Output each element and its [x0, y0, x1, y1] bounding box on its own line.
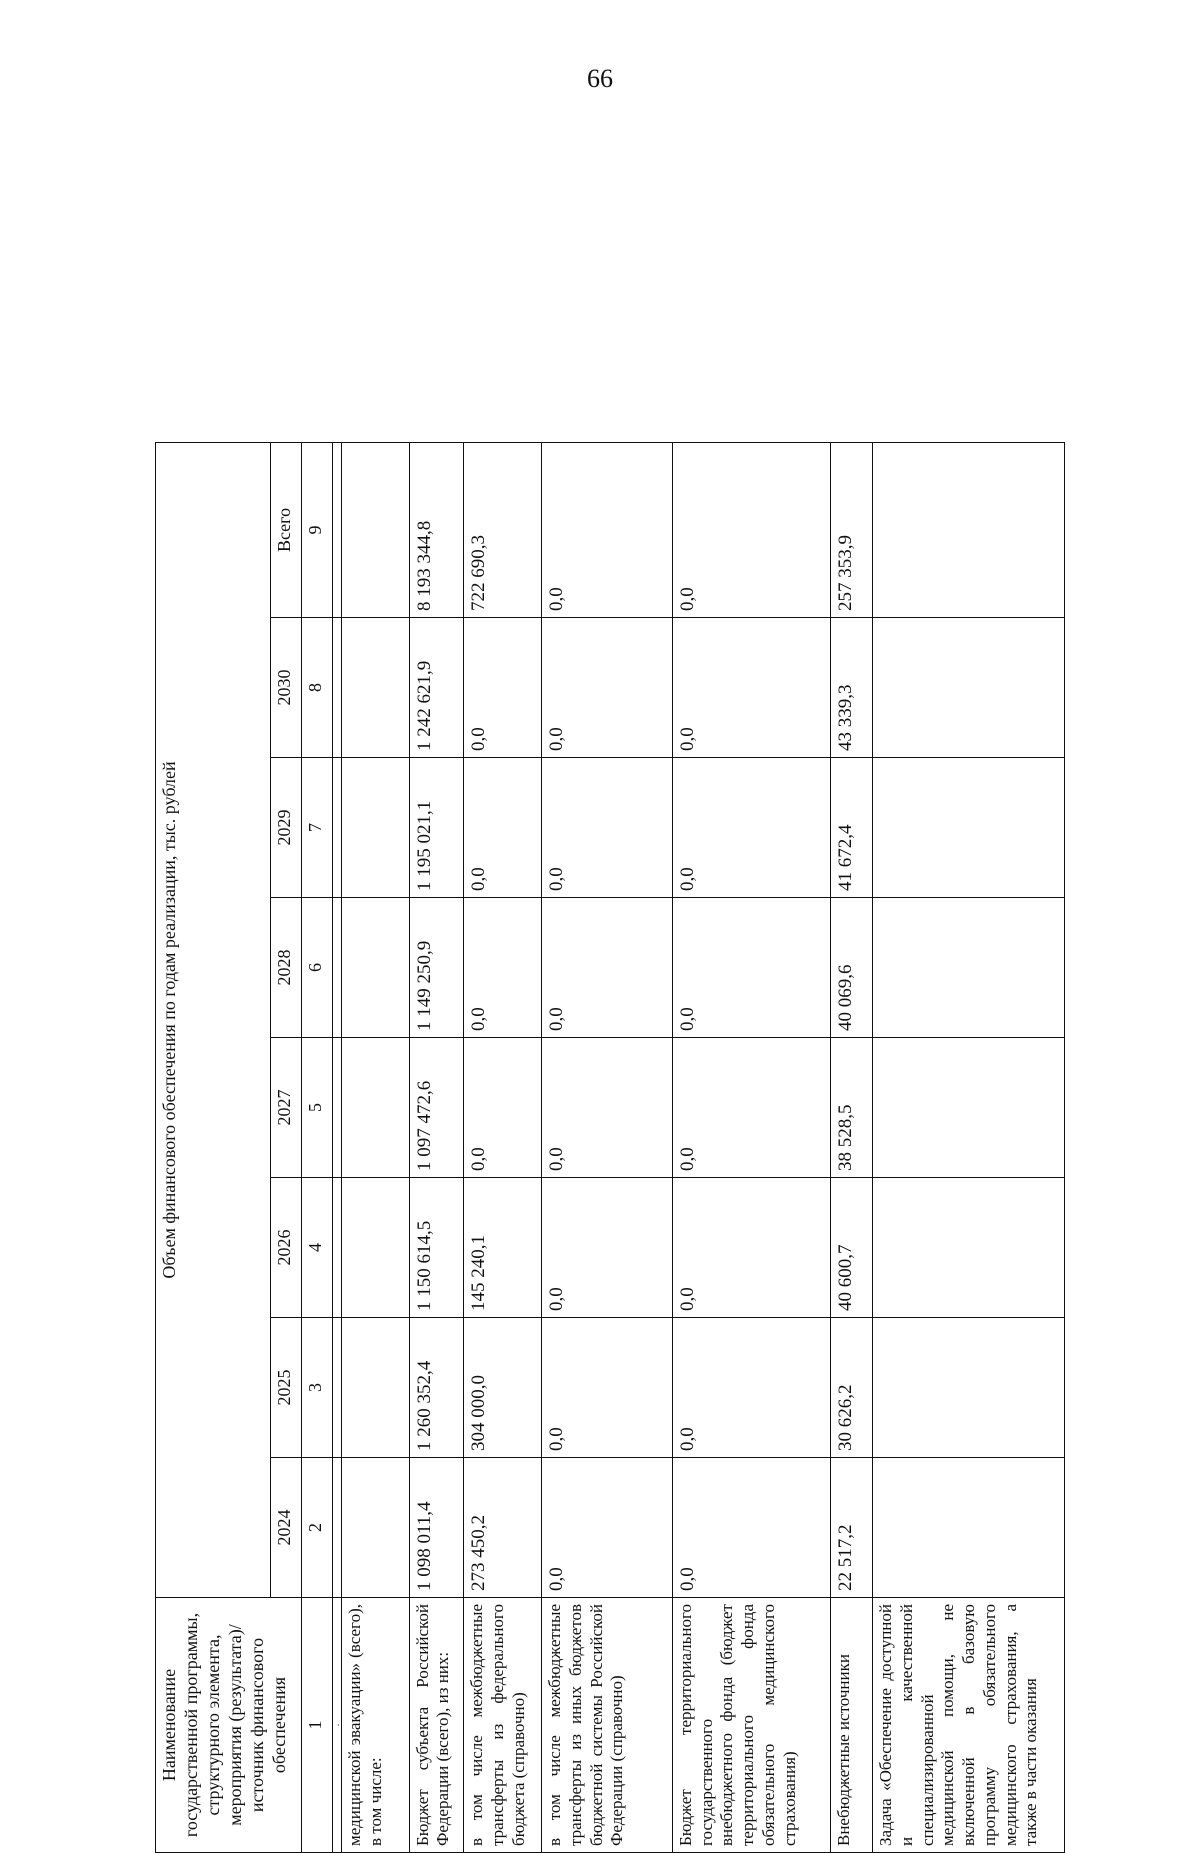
row-label: Задача «Обеспечение доступной и качественной специализированной медицинской помощи, не включенной в базовую программу обязательного медицинского страхования, а также в части оказания: [873, 1598, 1065, 1853]
header-year: 2026: [271, 1178, 302, 1318]
value-cell: 0,0: [464, 758, 542, 898]
value-cell: 0,0: [542, 442, 673, 617]
value-cell: 0,0: [464, 618, 542, 758]
value-cell: 0,0: [672, 442, 830, 617]
value-cell: 22 517,2: [830, 1458, 872, 1598]
value-cell: 0,0: [672, 758, 830, 898]
value-cell: 0,0: [672, 1318, 830, 1458]
value-cell: 0,0: [542, 898, 673, 1038]
value-cell: 0,0: [672, 898, 830, 1038]
value-cell: 40 069,6: [830, 898, 872, 1038]
value-cell: 0,0: [542, 1318, 673, 1458]
value-cell: [342, 758, 409, 898]
value-cell: 8 193 344,8: [409, 442, 464, 617]
column-number: 8: [302, 618, 333, 758]
value-cell: 0,0: [672, 1458, 830, 1598]
header-year: 2025: [271, 1318, 302, 1458]
value-cell: [342, 1458, 409, 1598]
header-year: 2027: [271, 1038, 302, 1178]
row-label: в том числе межбюджетные трансферты из иных бюджетов бюджетной системы Российской Федерации (справочно): [542, 1598, 673, 1853]
column-number: 9: [302, 442, 333, 617]
value-cell: 145 240,1: [464, 1178, 542, 1318]
value-cell: [342, 442, 409, 617]
value-cell: 38 528,5: [830, 1038, 872, 1178]
value-cell: [342, 618, 409, 758]
value-cell: 1 097 472,6: [409, 1038, 464, 1178]
column-number: 5: [302, 1038, 333, 1178]
value-cell: 0,0: [542, 758, 673, 898]
value-cell: 1 098 011,4: [409, 1458, 464, 1598]
value-cell: 0,0: [672, 1038, 830, 1178]
value-cell: [873, 442, 1065, 617]
table-row: [672, 442, 830, 1852]
value-cell: 41 672,4: [830, 758, 872, 898]
value-cell: [873, 758, 1065, 898]
value-cell: [873, 1318, 1065, 1458]
header-year: 2028: [271, 898, 302, 1038]
row-label: Бюджет территориального государственного внебюджетного фонда (бюджет территориального фонда обязательного медицинского страхования): [672, 1598, 830, 1853]
dot-mark: .: [332, 1598, 341, 1853]
table-row: [830, 442, 872, 1852]
value-cell: 40 600,7: [830, 1178, 872, 1318]
header-year: 2029: [271, 758, 302, 898]
header-year: 2024: [271, 1458, 302, 1598]
value-cell: 43 339,3: [830, 618, 872, 758]
value-cell: 0,0: [542, 1458, 673, 1598]
value-cell: 0,0: [542, 1178, 673, 1318]
row-label: в том числе межбюджетные трансферты из федерального бюджета (справочно): [464, 1598, 542, 1853]
value-cell: 1 260 352,4: [409, 1318, 464, 1458]
column-number: 2: [302, 1458, 333, 1598]
spacer-row: [332, 442, 341, 1852]
value-cell: [342, 1178, 409, 1318]
value-cell: 304 000,0: [464, 1318, 542, 1458]
value-cell: [342, 898, 409, 1038]
value-cell: [342, 1038, 409, 1178]
table-row: [342, 442, 409, 1852]
column-number: 4: [302, 1178, 333, 1318]
value-cell: [873, 618, 1065, 758]
value-cell: 30 626,2: [830, 1318, 872, 1458]
header-row-numbers: [302, 442, 333, 1852]
header-name-column: Наименование государственной программы, структурного элемента, мероприятия (результата)/источник финансового обеспечения: [156, 1598, 302, 1853]
value-cell: 0,0: [542, 1038, 673, 1178]
column-number: 7: [302, 758, 333, 898]
header-volume-column: Объем финансового обеспечения по годам реализации, тыс. рублей: [156, 442, 271, 1597]
value-cell: 1 195 021,1: [409, 758, 464, 898]
value-cell: 0,0: [464, 1038, 542, 1178]
column-number: 1: [302, 1598, 333, 1853]
table-row: [409, 442, 464, 1852]
value-cell: 1 149 250,9: [409, 898, 464, 1038]
row-label: Бюджет субъекта Российской Федерации (всего), из них:: [409, 1598, 464, 1853]
column-number: 3: [302, 1318, 333, 1458]
value-cell: 0,0: [542, 618, 673, 758]
financing-table: [155, 442, 1065, 1853]
row-label: Внебюджетные источники: [830, 1598, 872, 1853]
header-row-main: [156, 442, 271, 1852]
table-row: [873, 442, 1065, 1852]
value-cell: 722 690,3: [464, 442, 542, 617]
value-cell: [873, 1458, 1065, 1598]
value-cell: [342, 1318, 409, 1458]
financing-table-rotated: [155, 443, 1065, 1853]
value-cell: 0,0: [464, 898, 542, 1038]
column-number: 6: [302, 898, 333, 1038]
table-row: [464, 442, 542, 1852]
table-row: [542, 442, 673, 1852]
value-cell: [873, 898, 1065, 1038]
value-cell: 257 353,9: [830, 442, 872, 617]
value-cell: 0,0: [672, 1178, 830, 1318]
page-number: 66: [587, 64, 613, 93]
value-cell: 1 242 621,9: [409, 618, 464, 758]
value-cell: 1 150 614,5: [409, 1178, 464, 1318]
header-year: 2030: [271, 618, 302, 758]
row-label: медицинской эвакуации» (всего), в том числе:: [342, 1598, 409, 1853]
value-cell: [873, 1038, 1065, 1178]
value-cell: 273 450,2: [464, 1458, 542, 1598]
value-cell: 0,0: [672, 618, 830, 758]
header-total: Всего: [271, 442, 302, 617]
value-cell: [873, 1178, 1065, 1318]
